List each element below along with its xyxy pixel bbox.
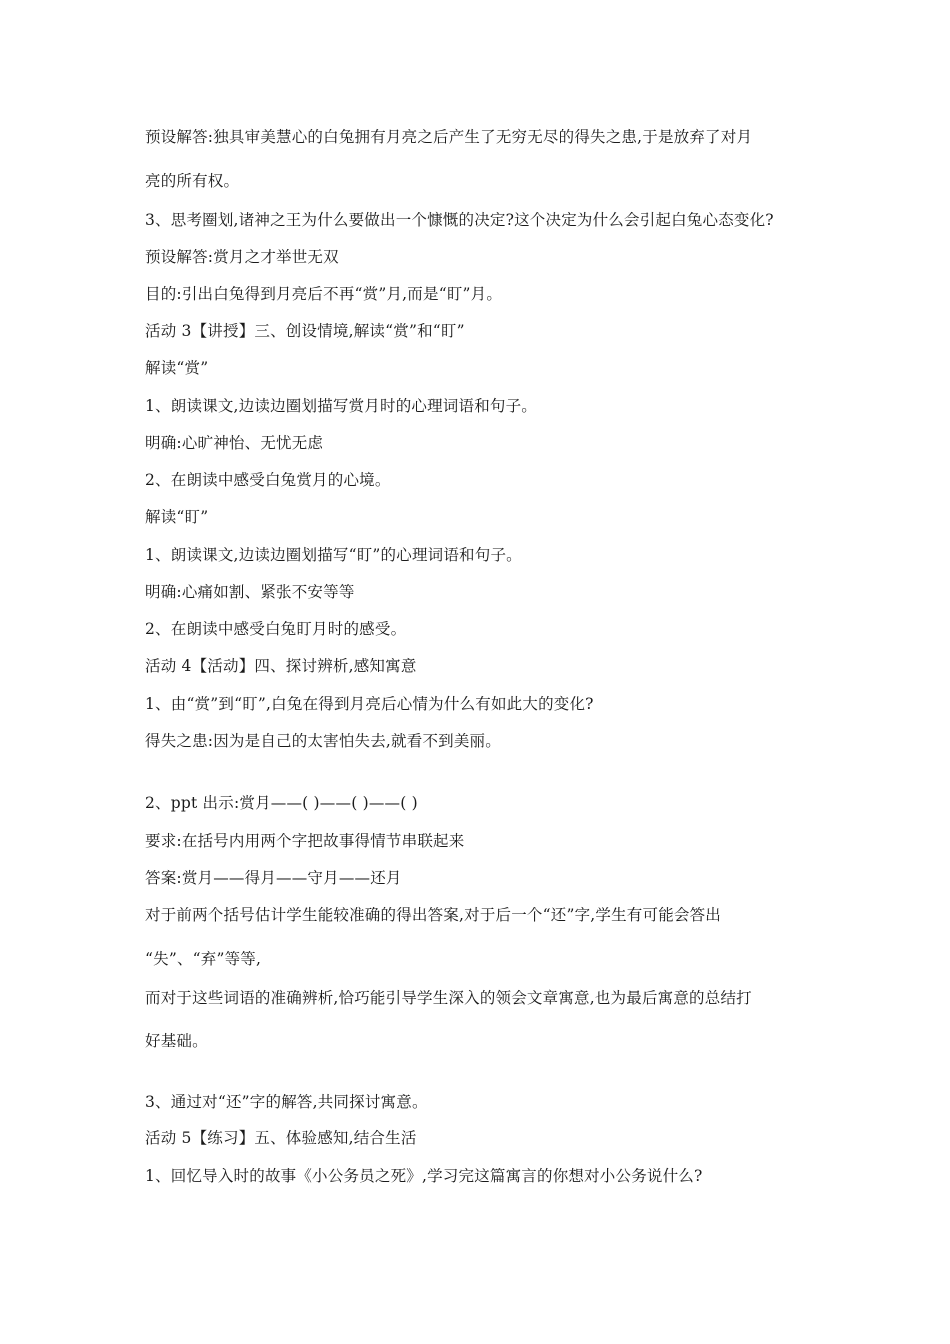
- paragraph-line: 要求:在括号内用两个字把故事得情节串联起来: [145, 832, 465, 850]
- section-heading: 活动 4【活动】四、探讨辨析,感知寓意: [145, 657, 417, 675]
- paragraph-line: 预设解答:独具审美慧心的白兔拥有月亮之后产生了无穷无尽的得失之患,于是放弃了对月: [145, 128, 753, 146]
- paragraph-line: 2、ppt 出示:赏月——( )——( )——( ): [145, 794, 418, 812]
- paragraph-line: “失”、“弃”等等,: [145, 950, 262, 968]
- paragraph-line: 2、在朗读中感受白兔赏月的心境。: [145, 471, 391, 489]
- paragraph-line: 亮的所有权。: [145, 172, 240, 190]
- paragraph-line: 而对于这些词语的准确辨析,恰巧能引导学生深入的领会文章寓意,也为最后寓意的总结打: [145, 989, 752, 1007]
- paragraph-line: 预设解答:赏月之才举世无双: [145, 248, 339, 266]
- paragraph-line: 得失之患:因为是自己的太害怕失去,就看不到美丽。: [145, 732, 501, 750]
- sub-heading: 解读“盯”: [145, 508, 209, 526]
- paragraph-line: 明确:心痛如割、紧张不安等等: [145, 583, 355, 601]
- paragraph-line: 3、通过对“还”字的解答,共同探讨寓意。: [145, 1093, 428, 1111]
- paragraph-line: 对于前两个括号估计学生能较准确的得出答案,对于后一个“还”字,学生有可能会答出: [145, 906, 722, 924]
- paragraph-line: 1、朗读课文,边读边圈划描写赏月时的心理词语和句子。: [145, 397, 537, 415]
- paragraph-line: 2、在朗读中感受白兔盯月时的感受。: [145, 620, 407, 638]
- section-heading: 活动 3【讲授】三、创设情境,解读“赏”和“盯”: [145, 322, 465, 340]
- paragraph-line: 好基础。: [145, 1032, 208, 1050]
- paragraph-line: 明确:心旷神怡、无忧无虑: [145, 434, 324, 452]
- paragraph-line: 目的:引出白兔得到月亮后不再“赏”月,而是“盯”月。: [145, 285, 503, 303]
- sub-heading: 解读“赏”: [145, 359, 209, 377]
- paragraph-line: 1、朗读课文,边读边圈划描写“盯”的心理词语和句子。: [145, 546, 522, 564]
- paragraph-line: 3、思考圈划,诸神之王为什么要做出一个慷慨的决定?这个决定为什么会引起白兔心态变化?: [145, 211, 774, 229]
- paragraph-line: 1、由“赏”到“盯”,白兔在得到月亮后心情为什么有如此大的变化?: [145, 695, 594, 713]
- paragraph-line: 1、回忆导入时的故事《小公务员之死》,学习完这篇寓言的你想对小公务说什么?: [145, 1167, 703, 1185]
- paragraph-line: 答案:赏月——得月——守月——还月: [145, 869, 402, 887]
- section-heading: 活动 5【练习】五、体验感知,结合生活: [145, 1129, 417, 1147]
